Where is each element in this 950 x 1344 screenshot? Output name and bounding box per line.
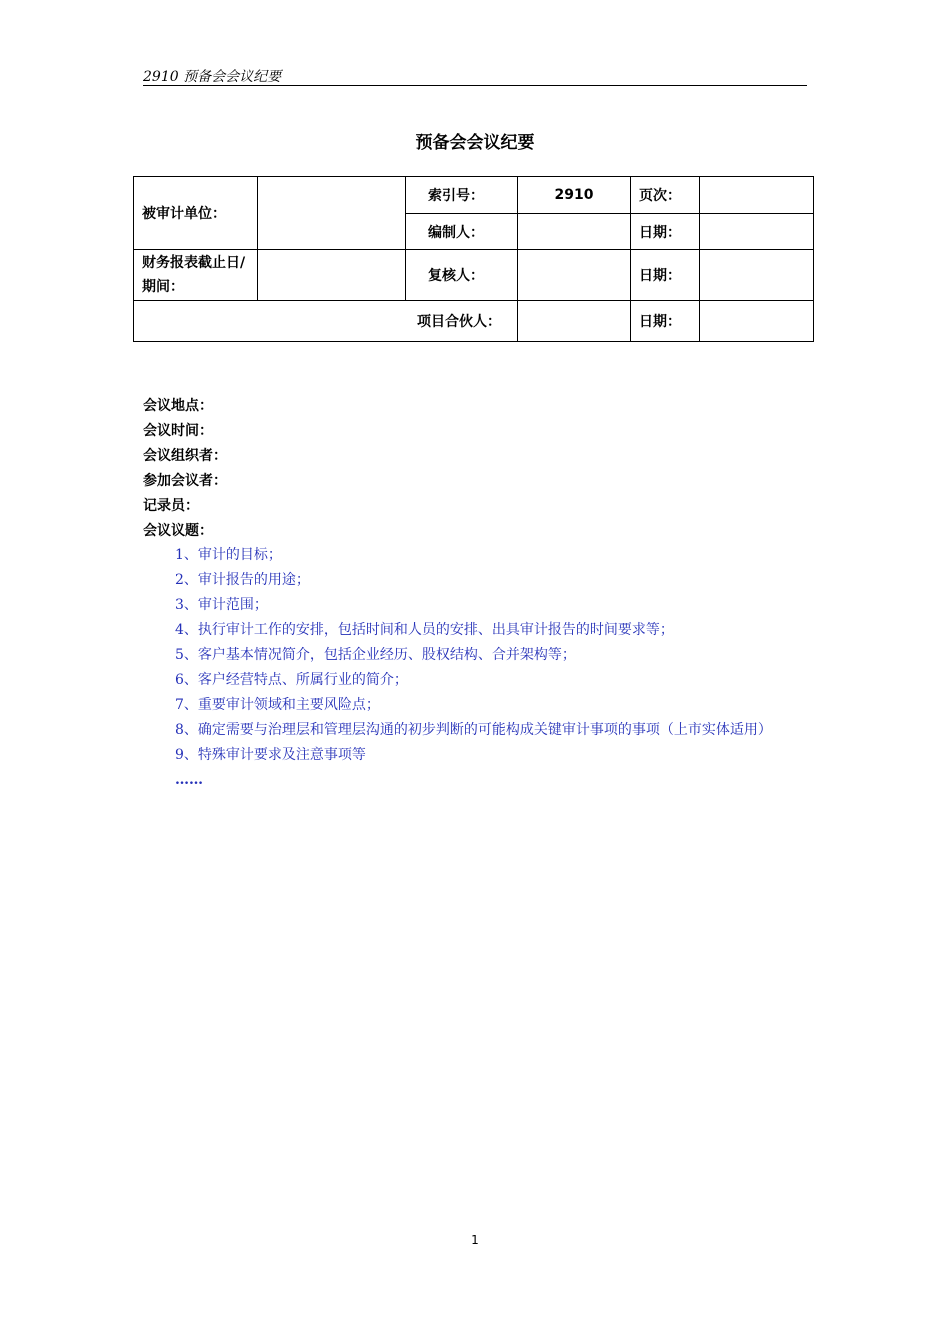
preparer-value[interactable]	[518, 214, 631, 250]
meeting-attendees-label: 参加会议者：	[143, 473, 227, 489]
topic-item: 2、审计报告的用途；	[175, 572, 310, 588]
reviewer-date-value[interactable]	[700, 250, 814, 301]
preparer-label: 编制人：	[406, 214, 518, 250]
partner-label: 项目合伙人：	[134, 301, 518, 342]
topic-item: 3、审计范围；	[175, 597, 268, 613]
topic-item: 6、客户经营特点、所属行业的简介；	[175, 672, 408, 688]
ellipsis: ……	[175, 772, 203, 788]
period-value[interactable]	[258, 250, 406, 301]
reviewer-label: 复核人：	[406, 250, 518, 301]
preparer-date-value[interactable]	[700, 214, 814, 250]
header-text: 2910 预备会会议纪要	[143, 69, 282, 85]
partner-date-label: 日期：	[631, 301, 700, 342]
partner-value[interactable]	[518, 301, 631, 342]
preparer-date-label: 日期：	[631, 214, 700, 250]
period-label: 财务报表截止日/期间：	[134, 250, 258, 301]
reviewer-date-label: 日期：	[631, 250, 700, 301]
recorder-label: 记录员：	[143, 498, 199, 514]
topic-item: 8、确定需要与治理层和管理层沟通的初步判断的可能构成关键审计事项的事项（上市实体适用）	[175, 722, 772, 738]
partner-date-value[interactable]	[700, 301, 814, 342]
meeting-fields	[143, 394, 227, 544]
topic-item: 4、执行审计工作的安排，包括时间和人员的安排、出具审计报告的时间要求等；	[175, 622, 674, 638]
page-number: 1	[471, 1233, 479, 1247]
topic-item: 9、特殊审计要求及注意事项等	[175, 747, 366, 763]
audited-unit-label: 被审计单位：	[134, 177, 258, 250]
meeting-organizer-label: 会议组织者：	[143, 448, 227, 464]
meeting-topics-label: 会议议题：	[143, 523, 213, 539]
topic-item: 7、重要审计领域和主要风险点；	[175, 697, 380, 713]
index-value: 2910	[518, 177, 631, 214]
page-value[interactable]	[700, 177, 814, 214]
index-label: 索引号：	[406, 177, 518, 214]
document-title: 预备会会议纪要	[415, 133, 535, 153]
info-table	[133, 176, 814, 342]
topic-item: 1、审计的目标；	[175, 547, 282, 563]
page-label: 页次：	[631, 177, 700, 214]
page-header	[143, 64, 807, 86]
topics-list	[143, 543, 809, 793]
reviewer-value[interactable]	[518, 250, 631, 301]
meeting-time-label: 会议时间：	[143, 423, 213, 439]
meeting-location-label: 会议地点：	[143, 398, 213, 414]
topic-item: 5、客户基本情况简介，包括企业经历、股权结构、合并架构等；	[175, 647, 576, 663]
audited-unit-value[interactable]	[258, 177, 406, 250]
